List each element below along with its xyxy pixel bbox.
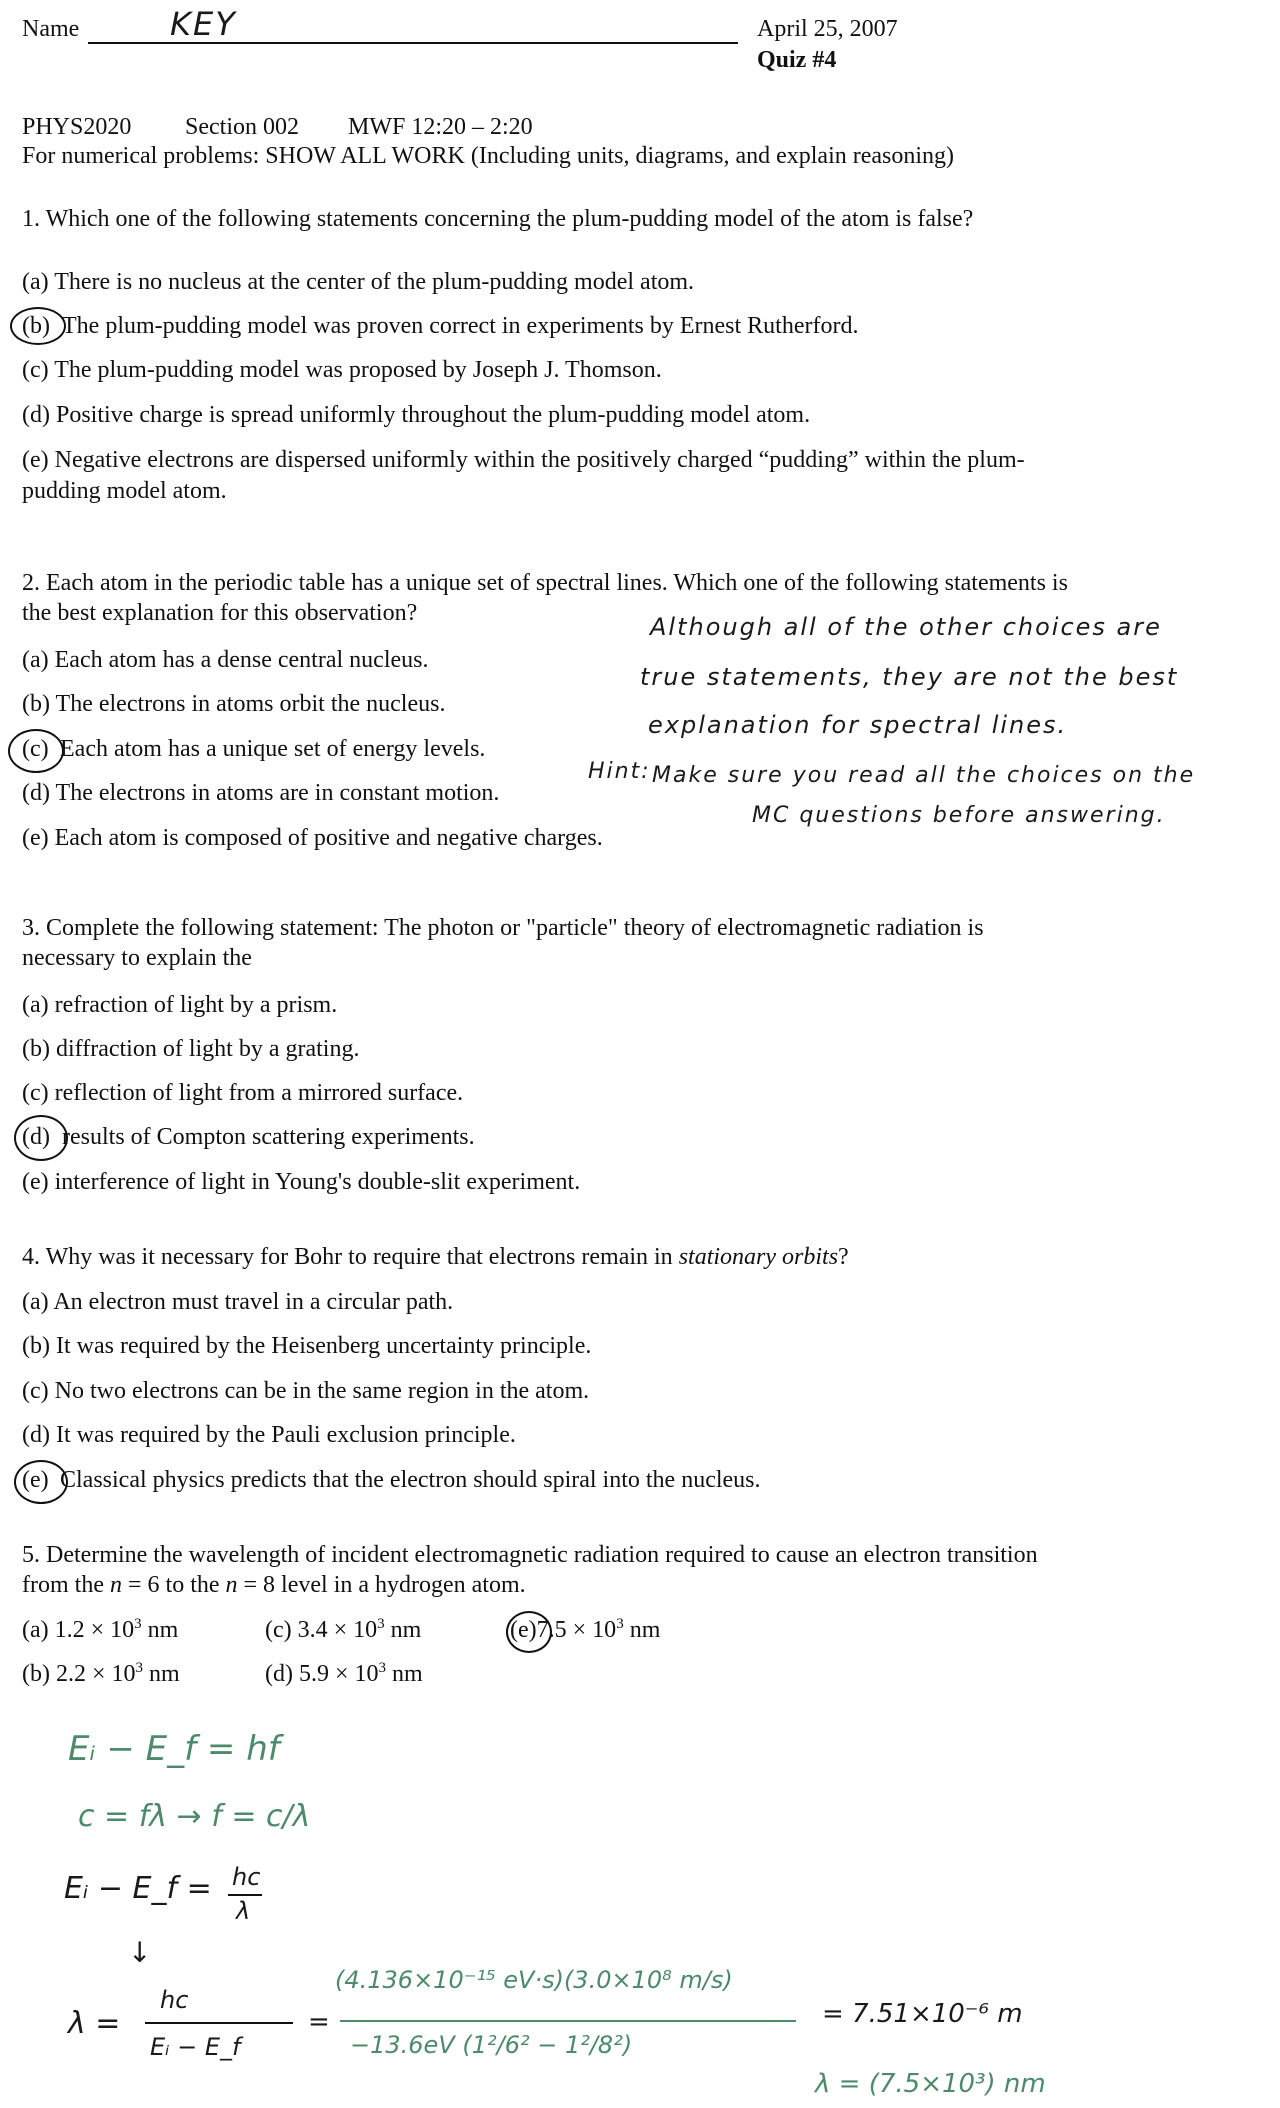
- work-fraction-den: Eᵢ − E_f: [150, 2033, 241, 2061]
- quiz-number: Quiz #4: [757, 47, 837, 73]
- q5-prompt-line2: from the n = 6 to the n = 8 level in a hydrogen atom.: [22, 1572, 526, 1598]
- work-line-3-lhs: Eᵢ − E_f =: [64, 1871, 212, 1906]
- work-line-1: Eᵢ − E_f = hf: [68, 1729, 280, 1769]
- q5-option-e[interactable]: $(e)7.5 \times 10^3$ nm: [510, 1616, 661, 1643]
- q2-option-a[interactable]: (a) Each atom has a dense central nucleus.: [22, 647, 429, 673]
- q4-prompt-italic: stationary orbits: [678, 1244, 839, 1270]
- q2-option-b[interactable]: (b) The electrons in atoms orbit the nucleus.: [22, 691, 446, 717]
- q2-option-c[interactable]: Each atom has a unique set of energy levels.: [60, 736, 486, 762]
- q4-option-b[interactable]: (b) It was required by the Heisenberg uncertainty principle.: [22, 1333, 592, 1359]
- q5-option-b[interactable]: (b) $2.2 \times 10^3$ nm: [22, 1660, 180, 1687]
- instructions: For numerical problems: SHOW ALL WORK (Including units, diagrams, and explain reasoning): [22, 143, 955, 169]
- q5-option-d[interactable]: (d) $5.9 \times 10^3$ nm: [265, 1660, 423, 1687]
- q2-note-line2: true statements, they are not the best: [640, 663, 1179, 691]
- q5-option-c[interactable]: (c) $3.4 \times 10^3$ nm: [265, 1616, 422, 1643]
- q1-option-a[interactable]: (a) There is no nucleus at the center of the plum-pudding model atom.: [22, 269, 695, 295]
- q4-option-e[interactable]: Classical physics predicts that the electron should spiral into the nucleus.: [60, 1467, 761, 1493]
- q2-note-line1: Although all of the other choices are: [650, 613, 1162, 641]
- work-substitution-den: −13.6eV (1²/6² − 1²/8²): [350, 2031, 633, 2059]
- q2-prompt-line2: the best explanation for this observation?: [22, 600, 418, 626]
- q1-option-e-line2[interactable]: pudding model atom.: [22, 478, 227, 504]
- name-value[interactable]: KEY: [170, 5, 237, 43]
- q1-option-b[interactable]: The plum-pudding model was proven correct in experiments by Ernest Rutherford.: [62, 313, 859, 339]
- q4-option-a[interactable]: (a) An electron must travel in a circular path.: [22, 1289, 454, 1315]
- work-arrow: ↓: [128, 1936, 152, 1969]
- q4-option-d[interactable]: (d) It was required by the Pauli exclusion principle.: [22, 1422, 516, 1448]
- q5-prompt-line1: 5. Determine the wavelength of incident electromagnetic radiation required to cause an electron transition: [22, 1542, 1038, 1568]
- q4-prompt: 4. Why was it necessary for Bohr to require that electrons remain in stationary orbits?: [22, 1244, 849, 1270]
- work-fraction-num: hc: [160, 1986, 189, 2014]
- work-final-answer: λ = (7.5×10³) nm: [815, 2069, 1046, 2099]
- quiz-date: April 25, 2007: [757, 16, 898, 42]
- work-substitution-bar: [340, 2020, 796, 2022]
- work-line-2: c = fλ → f = c/λ: [78, 1799, 311, 1834]
- work-fraction-bar: [145, 2022, 293, 2024]
- work-substitution-num: (4.136×10⁻¹⁵ eV·s)(3.0×10⁸ m/s): [335, 1966, 733, 1994]
- work-lambda-label: λ =: [68, 2006, 121, 2041]
- work-equals: =: [308, 2007, 330, 2037]
- work-line-3-den: λ: [236, 1897, 251, 1925]
- course-section: Section 002: [185, 114, 299, 140]
- q5-option-a[interactable]: (a) $1.2 \times 10^3$ nm: [22, 1616, 179, 1643]
- course-code: PHYS2020: [22, 114, 132, 140]
- q2-option-c-letter[interactable]: (c): [22, 736, 49, 762]
- name-label: Name: [22, 16, 80, 42]
- q2-hint-label: Hint:: [588, 759, 651, 784]
- q2-option-e[interactable]: (e) Each atom is composed of positive and negative charges.: [22, 825, 603, 851]
- q3-option-d[interactable]: results of Compton scattering experiments.: [62, 1124, 475, 1150]
- q1-option-e-line1[interactable]: (e) Negative electrons are dispersed uniformly within the positively charged “pudding” within the plum-: [22, 447, 1025, 473]
- q3-option-a[interactable]: (a) refraction of light by a prism.: [22, 992, 338, 1018]
- q3-option-d-letter[interactable]: (d): [22, 1124, 50, 1150]
- q1-option-c[interactable]: (c) The plum-pudding model was proposed by Joseph J. Thomson.: [22, 357, 662, 383]
- q2-note-line3: explanation for spectral lines.: [648, 711, 1068, 739]
- q3-prompt-line2: necessary to explain the: [22, 945, 252, 971]
- q3-prompt-line1: 3. Complete the following statement: The photon or "particle" theory of electromagnetic radiation is: [22, 915, 984, 941]
- q2-hint-line2: MC questions before answering.: [752, 803, 1166, 828]
- q1-option-d[interactable]: (d) Positive charge is spread uniformly throughout the plum-pudding model atom.: [22, 402, 811, 428]
- q2-prompt-line1: 2. Each atom in the periodic table has a unique set of spectral lines. Which one of the following statements is: [22, 570, 1068, 596]
- q3-option-e[interactable]: (e) interference of light in Young's double-slit experiment.: [22, 1169, 581, 1195]
- work-result: = 7.51×10⁻⁶ m: [822, 1999, 1023, 2029]
- q3-option-b[interactable]: (b) diffraction of light by a grating.: [22, 1036, 360, 1062]
- q1-prompt: 1. Which one of the following statements concerning the plum-pudding model of the atom is false?: [22, 206, 974, 232]
- q4-option-e-letter[interactable]: (e): [22, 1467, 49, 1493]
- q2-option-d[interactable]: (d) The electrons in atoms are in constant motion.: [22, 780, 500, 806]
- q4-option-c[interactable]: (c) No two electrons can be in the same region in the atom.: [22, 1378, 590, 1404]
- q2-hint-line1: Make sure you read all the choices on the: [652, 763, 1196, 788]
- work-line-3-num: hc: [232, 1863, 261, 1891]
- q1-option-b-letter[interactable]: (b): [22, 313, 50, 339]
- q3-option-c[interactable]: (c) reflection of light from a mirrored surface.: [22, 1080, 464, 1106]
- course-schedule: MWF 12:20 – 2:20: [348, 114, 533, 140]
